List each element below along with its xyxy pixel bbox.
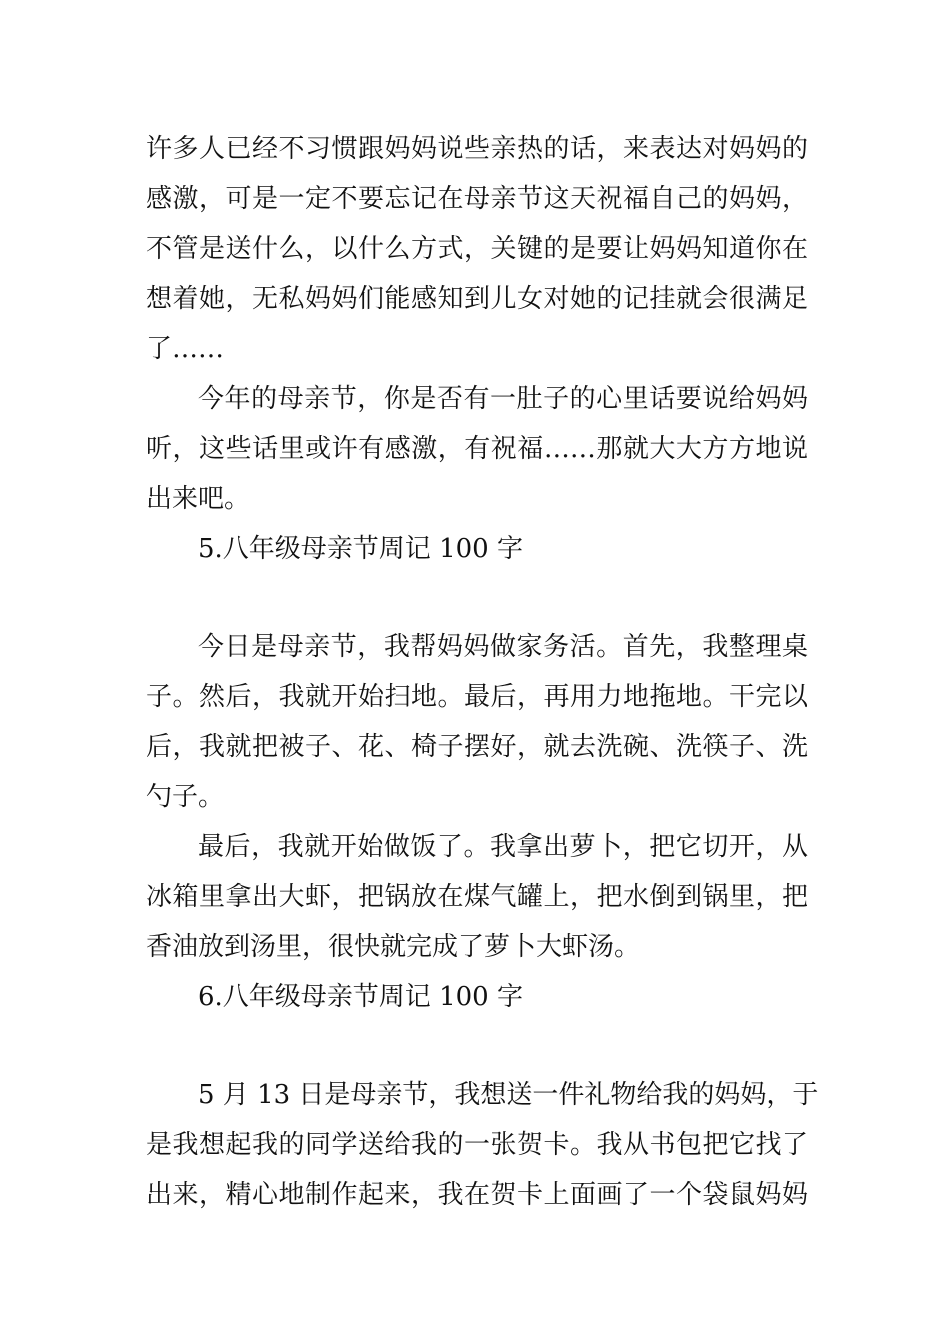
paragraph-1-line-5: 了……	[146, 334, 225, 364]
paragraph-4-line-2: 冰箱里拿出大虾，把锅放在煤气罐上，把水倒到锅里，把	[146, 882, 808, 912]
section-heading-5: 5.八年级母亲节周记 100 字	[198, 534, 523, 564]
paragraph-5-line-3: 出来，精心地制作起来，我在贺卡上面画了一个袋鼠妈妈	[146, 1180, 808, 1210]
paragraph-1-line-2: 感激，可是一定不要忘记在母亲节这天祝福自己的妈妈，	[146, 184, 808, 214]
paragraph-2-line-1: 今年的母亲节，你是否有一肚子的心里话要说给妈妈	[198, 384, 808, 414]
paragraph-3-line-1: 今日是母亲节，我帮妈妈做家务活。首先，我整理桌	[198, 632, 808, 662]
section-heading-6: 6.八年级母亲节周记 100 字	[198, 982, 523, 1012]
paragraph-1-line-4: 想着她，无私妈妈们能感知到儿女对她的记挂就会很满足	[146, 284, 808, 314]
paragraph-1-line-1: 许多人已经不习惯跟妈妈说些亲热的话，来表达对妈妈的	[146, 134, 808, 164]
paragraph-5-line-1: 5 月 13 日是母亲节，我想送一件礼物给我的妈妈，于	[198, 1080, 819, 1110]
paragraph-4-line-1: 最后，我就开始做饭了。我拿出萝卜，把它切开，从	[198, 832, 808, 862]
paragraph-1-line-3: 不管是送什么，以什么方式，关键的是要让妈妈知道你在	[146, 234, 808, 264]
paragraph-3-line-2: 子。然后，我就开始扫地。最后，再用力地拖地。干完以	[146, 682, 808, 712]
paragraph-3-line-4: 勺子。	[146, 782, 225, 812]
paragraph-5-line-2: 是我想起我的同学送给我的一张贺卡。我从书包把它找了	[146, 1130, 808, 1160]
paragraph-3-line-3: 后，我就把被子、花、椅子摆好，就去洗碗、洗筷子、洗	[146, 732, 808, 762]
paragraph-4-line-3: 香油放到汤里，很快就完成了萝卜大虾汤。	[146, 932, 641, 962]
paragraph-2-line-2: 听，这些话里或许有感激，有祝福……那就大大方方地说	[146, 434, 808, 464]
paragraph-2-line-3: 出来吧。	[146, 484, 251, 514]
